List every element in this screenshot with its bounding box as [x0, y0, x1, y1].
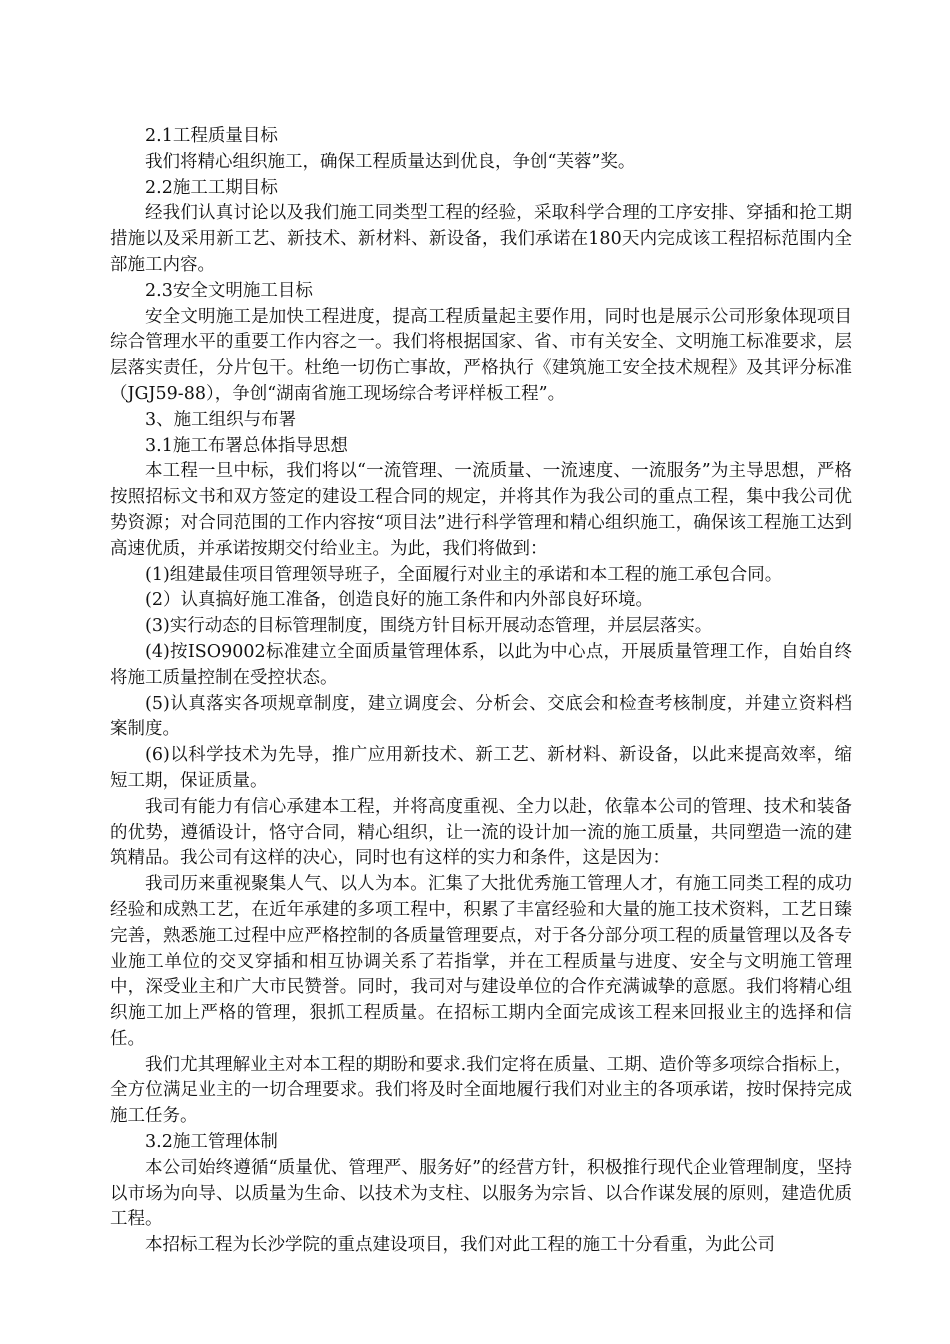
- paragraph-schedule-goal: 经我们认真讨论以及我们施工同类型工程的经验，采取科学合理的工序安排、穿插和抢工期措施以及采用新工艺、新技术、新材料、新设备，我们承诺在180天内完成该工程招标范围内全部施工内容。: [110, 203, 852, 275]
- paragraph-guiding-idea: 本工程一旦中标，我们将以“一流管理、一流质量、一流速度、一流服务”为主导思想，严格按照招标文书和双方签定的建设工程合同的规定，并将其作为我公司的重点工程，集中我公司优势资源；对合同范围的工作内容按“项目法”进行科学管理和精心组织施工，确保该工程施工达到高速优质，并承诺按期交付给业主。为此，我们将做到：: [110, 461, 852, 559]
- paragraph-management-policy: 本公司始终遵循“质量优、管理严、服务好”的经营方针，积极推行现代企业管理制度，坚持以市场为向导、以质量为生命、以技术为支柱、以服务为宗旨、以合作谋发展的原则，建造优质工程。: [110, 1157, 852, 1230]
- list-item-2: (2）认真搞好施工准备，创造良好的施工条件和内外部良好环境。: [145, 590, 653, 611]
- section-heading-2-1: 2.1工程质量目标: [145, 126, 278, 146]
- section-heading-2-2: 2.2施工工期目标: [145, 177, 278, 198]
- section-heading-2-3: 2.3安全文明施工目标: [145, 280, 313, 301]
- paragraph-experience: 我司历来重视聚集人气、以人为本。汇集了大批优秀施工管理人才，有施工同类工程的成功经验和成熟工艺，在近年承建的多项工程中，积累了丰富经验和大量的施工技术资料，工艺日臻完善，熟悉施工过程中应严格控制的各质量管理要点，对于各分部分项工程的质量管理以及各专业施工单位的交叉穿插和相互协调关系了若指掌，并在工程质量与进度、安全与文明施工管理中，深受业主和广大市民赞誉。同时，我司对与建设单位的合作充满诚挚的意愿。我们将精心组织施工加上严格的管理，狠抓工程质量。在招标工期内全面完成该工程来回报业主的选择和信任。: [110, 874, 852, 1049]
- section-heading-3: 3、施工组织与布署: [145, 409, 297, 430]
- list-item-1: (1)组建最佳项目管理领导班子，全面履行对业主的承诺和本工程的施工承包合同。: [145, 564, 783, 585]
- list-item-4: (4)按ISO9002标准建立全面质量管理体系，以此为中心点，开展质量管理工作，自始自终将施工质量控制在受控状态。: [110, 641, 852, 688]
- paragraph-key-project: 本招标工程为长沙学院的重点建设项目，我们对此工程的施工十分看重，为此公司: [145, 1235, 775, 1256]
- paragraph-understanding: 我们尤其理解业主对本工程的期盼和要求.我们定将在质量、工期、造价等多项综合指标上，全方位满足业主的一切合理要求。我们将及时全面地履行我们对业主的各项承诺，按时保持完成施工任务。: [110, 1054, 852, 1127]
- list-item-3: (3)实行动态的目标管理制度，围绕方针目标开展动态管理，并层层落实。: [145, 616, 713, 637]
- section-heading-3-1: 3.1施工布署总体指导思想: [145, 435, 348, 456]
- list-item-5: (5)认真落实各项规章制度，建立调度会、分析会、交底会和检查考核制度，并建立资料档案制度。: [110, 693, 852, 740]
- paragraph-safety-goal: 安全文明施工是加快工程进度，提高工程质量起主要作用，同时也是展示公司形象体现项目综合管理水平的重要工作内容之一。我们将根据国家、省、市有关安全、文明施工标准要求，层层落实责任，分片包干。杜绝一切伤亡事故，严格执行《建筑施工安全技术规程》及其评分标准（JGJ59-88），争创“湖南省施工现场综合考评样板工程”。: [110, 306, 852, 404]
- section-heading-3-2: 3.2施工管理体制: [145, 1132, 278, 1153]
- paragraph-quality-goal: 我们将精心组织施工，确保工程质量达到优良，争创“芙蓉”奖。: [145, 151, 636, 172]
- document-page: [110, 124, 852, 1259]
- list-item-6: (6)以科学技术为先导，推广应用新技术、新工艺、新材料、新设备，以此来提高效率，缩短工期，保证质量。: [110, 745, 852, 791]
- paragraph-capability: 我司有能力有信心承建本工程，并将高度重视、全力以赴，依靠本公司的管理、技术和装备的优势，遵循设计，恪守合同，精心组织，让一流的设计加一流的施工质量，共同塑造一流的建筑精品。我公司有这样的决心，同时也有这样的实力和条件，这是因为：: [110, 796, 852, 869]
